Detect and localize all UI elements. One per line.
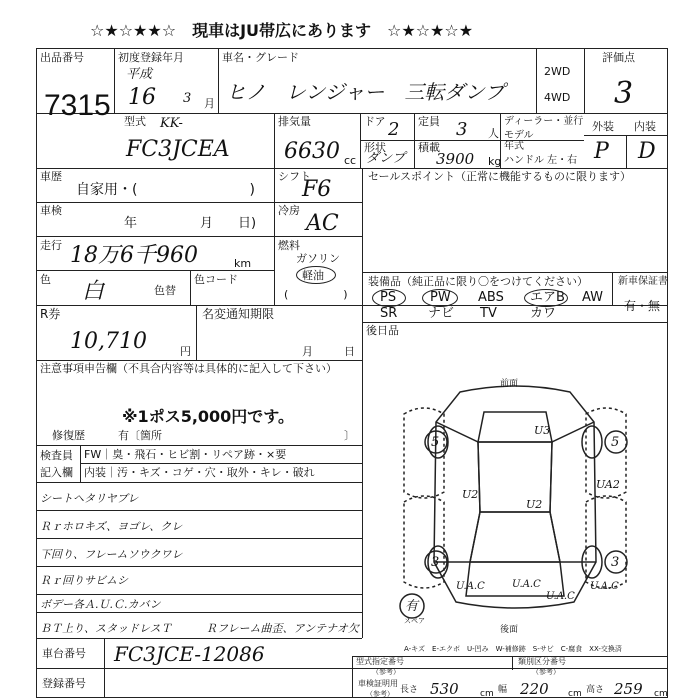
model-year-label-a: モデル	[504, 130, 534, 141]
capacity-value: 3	[456, 119, 468, 140]
capacity-unit: 人	[488, 127, 499, 140]
first-reg-month: 3	[183, 91, 192, 106]
equip-leather: カワ	[530, 306, 557, 321]
tire-front-left: 5	[431, 435, 440, 450]
diagram-legend: A-キズ E-エクボ U-凹み W-補修跡 S-サビ C-腐食 XX-交換済	[404, 645, 622, 653]
sales-label: セールスポイント（正常に機能するものに限ります）	[368, 170, 632, 183]
remark-2: Ｒｒホロキズ、ヨゴレ、クレ	[40, 520, 183, 533]
recycle-unit: 円	[180, 345, 191, 358]
car-name-value: ヒノ レンジャー 三転ダンプ	[226, 80, 505, 104]
handle-label: ハンドル 左・右	[504, 155, 578, 166]
warranty-value: 有・無	[624, 299, 661, 313]
dealer-label: ディーラー・並行	[504, 116, 584, 127]
recycle-value: 10,710	[70, 329, 147, 354]
ac-value: AC	[306, 211, 339, 236]
length-value: 530	[430, 680, 459, 698]
spare-tire: 有	[405, 599, 419, 614]
history-label: 車歴	[40, 170, 62, 183]
color-change-label: 色替	[154, 284, 176, 297]
category-label: 類別区分番号	[518, 657, 566, 666]
first-reg-month-unit: 月	[204, 97, 215, 110]
ac-label: 冷房	[278, 204, 300, 217]
recycle-label: R券	[40, 307, 61, 321]
displacement-value: 6630	[284, 139, 340, 164]
dims-note-label: 車検証明用	[358, 679, 398, 688]
diagram-rear: 後面	[500, 625, 519, 635]
first-reg-label: 初度登録年月	[118, 51, 184, 64]
equipment-label: 装備品（純正品に限り〇をつけてください）	[368, 275, 588, 288]
inspector-label-a: 検査員	[40, 449, 73, 462]
name-change-label: 名変通知期限	[202, 307, 275, 321]
mileage-unit: km	[234, 257, 252, 270]
diagram-mark-5: U.A.C	[456, 581, 485, 592]
rating-label: 評価点	[602, 51, 635, 64]
equip-airbag: エアB	[530, 290, 565, 305]
inspector-row1: FW｜臭・飛石・ヒビ割・リペア跡・×要	[84, 448, 287, 461]
payload-value: 3900	[436, 150, 475, 168]
diagram-mark-2: U2	[462, 488, 479, 501]
displacement-unit: cc	[344, 154, 357, 167]
rear-seat-label: 後日品	[366, 324, 399, 337]
chassis-label: 車台番号	[42, 647, 86, 660]
inspector-row2: 内装｜汚・キズ・コゲ・穴・取外・キレ・破れ	[84, 466, 315, 479]
length-label: 長さ	[400, 685, 419, 695]
doors-label: ドア	[364, 115, 386, 128]
displacement-label: 排気量	[278, 115, 311, 128]
equip-aw: AW	[582, 290, 604, 305]
mileage-value: 18万6千960	[70, 243, 198, 268]
model-prefix: KK-	[160, 116, 183, 131]
equip-ps: PS	[380, 290, 397, 305]
payload-unit: kg	[488, 155, 502, 168]
history-value: 自家用・( )	[76, 182, 255, 198]
equip-sr: SR	[380, 306, 398, 321]
width-unit: cm	[568, 689, 582, 699]
length-unit: cm	[480, 689, 494, 699]
payload-label: 積載	[418, 141, 440, 154]
inspection-label: 車検	[40, 204, 62, 217]
type-designation-label: 型式指定番号	[356, 657, 404, 666]
diagram-front: 前面	[500, 379, 519, 389]
model-label: 型式	[124, 115, 146, 128]
fuel-label: 燃料	[278, 239, 300, 252]
remark-3: 下回り、フレームソウクワレ	[40, 548, 183, 561]
dims-note-sub: （参考）	[366, 690, 394, 698]
ext-label: 外装	[592, 120, 614, 133]
inspection-month: 月	[200, 216, 214, 231]
shift-label: シフト	[278, 170, 311, 183]
fuel-gasoline: ガソリン	[296, 252, 340, 265]
category-sub: （参考）	[532, 668, 560, 676]
repair-close: 〕	[344, 429, 355, 442]
notes-label: 注意事項申告欄（不具合内容等は具体的に記入して下さい）	[40, 362, 337, 375]
capacity-label: 定員	[418, 115, 440, 128]
height-label: 高さ	[586, 685, 605, 695]
car-name-label: 車名・グレード	[222, 51, 299, 64]
height-value: 259	[614, 680, 643, 698]
remark-1: シートヘタリヤブレ	[40, 492, 139, 505]
tire-rear-left: 3	[431, 555, 440, 570]
model-year-label-b: 年式	[504, 141, 524, 152]
name-change-month: 月	[302, 345, 313, 358]
first-reg-year: 16	[128, 85, 156, 110]
diagram-mark-4: UA2	[596, 478, 620, 491]
repair-value: 有〔箇所	[118, 429, 162, 442]
drive-4wd: 4WD	[544, 91, 571, 104]
car-diagram	[364, 362, 666, 638]
equip-tv: TV	[480, 306, 497, 321]
diagram-mark-6: U.A.C	[512, 579, 541, 590]
mileage-label: 走行	[40, 239, 62, 252]
fuel-paren: ( )	[284, 288, 348, 301]
tire-rear-right: 3	[611, 555, 620, 570]
shape-label: 形状	[364, 141, 386, 154]
diagram-mark-7: U.A.C	[546, 591, 575, 602]
height-unit: cm	[654, 689, 668, 699]
remark-5: ボデー各Ａ.Ｕ.Ｃ.カバン	[40, 598, 161, 611]
registration-label: 登録番号	[42, 677, 86, 690]
diagram-mark-3: U2	[526, 498, 543, 511]
inspector-label-b: 記入欄	[40, 466, 73, 479]
spare-label: スペア	[404, 617, 425, 625]
remark-6: ＢＴ上り、スタッドレスＴ	[40, 622, 172, 635]
equip-pw: PW	[430, 290, 451, 305]
remark-4: Ｒｒ回りサビムシ	[40, 574, 128, 587]
fuel-diesel-circle	[296, 266, 336, 284]
inspection-day: 日)	[238, 216, 257, 231]
tire-front-right: 5	[611, 435, 620, 450]
color-label: 色	[40, 273, 51, 286]
diagram-mark-1: U3	[534, 424, 551, 437]
shape-value: ダンプ	[366, 151, 406, 166]
repair-label: 修復歴	[52, 429, 85, 442]
notes-text: ※1ポス5,000円です。	[122, 407, 295, 426]
ext-value: P	[594, 139, 609, 164]
lot-label: 出品番号	[40, 51, 84, 64]
equip-navi: ナビ	[428, 306, 455, 321]
diagram-mark-8: U.A.C	[590, 581, 619, 592]
color-code-label: 色コード	[194, 273, 238, 286]
name-change-day: 日	[344, 345, 355, 358]
width-label: 幅	[498, 685, 508, 695]
int-label: 内装	[634, 120, 656, 133]
width-value: 220	[520, 680, 549, 698]
rating-value: 3	[614, 76, 634, 111]
fuel-diesel: 軽油	[302, 269, 324, 282]
shift-value: F6	[302, 177, 332, 202]
int-value: D	[638, 139, 656, 164]
color-value: 白	[82, 279, 105, 304]
remark-7: Ｒフレーム曲歪、アンテナオ欠	[206, 622, 359, 635]
page-title: ☆★☆★★☆ 現車はJU帯広にあります ☆★☆★☆★	[90, 21, 474, 40]
equip-abs: ABS	[478, 290, 504, 305]
drive-2wd: 2WD	[544, 65, 571, 78]
inspection-year: 年	[124, 216, 138, 231]
model-value: FC3JCEA	[126, 137, 230, 162]
first-reg-era: 平成	[126, 67, 153, 82]
doors-value: 2	[388, 119, 400, 140]
chassis-value: FC3JCE-12086	[114, 642, 265, 666]
lot-number: 7315	[44, 89, 111, 122]
warranty-label: 新車保証書	[618, 276, 668, 287]
type-designation-sub: （参考）	[372, 668, 400, 676]
